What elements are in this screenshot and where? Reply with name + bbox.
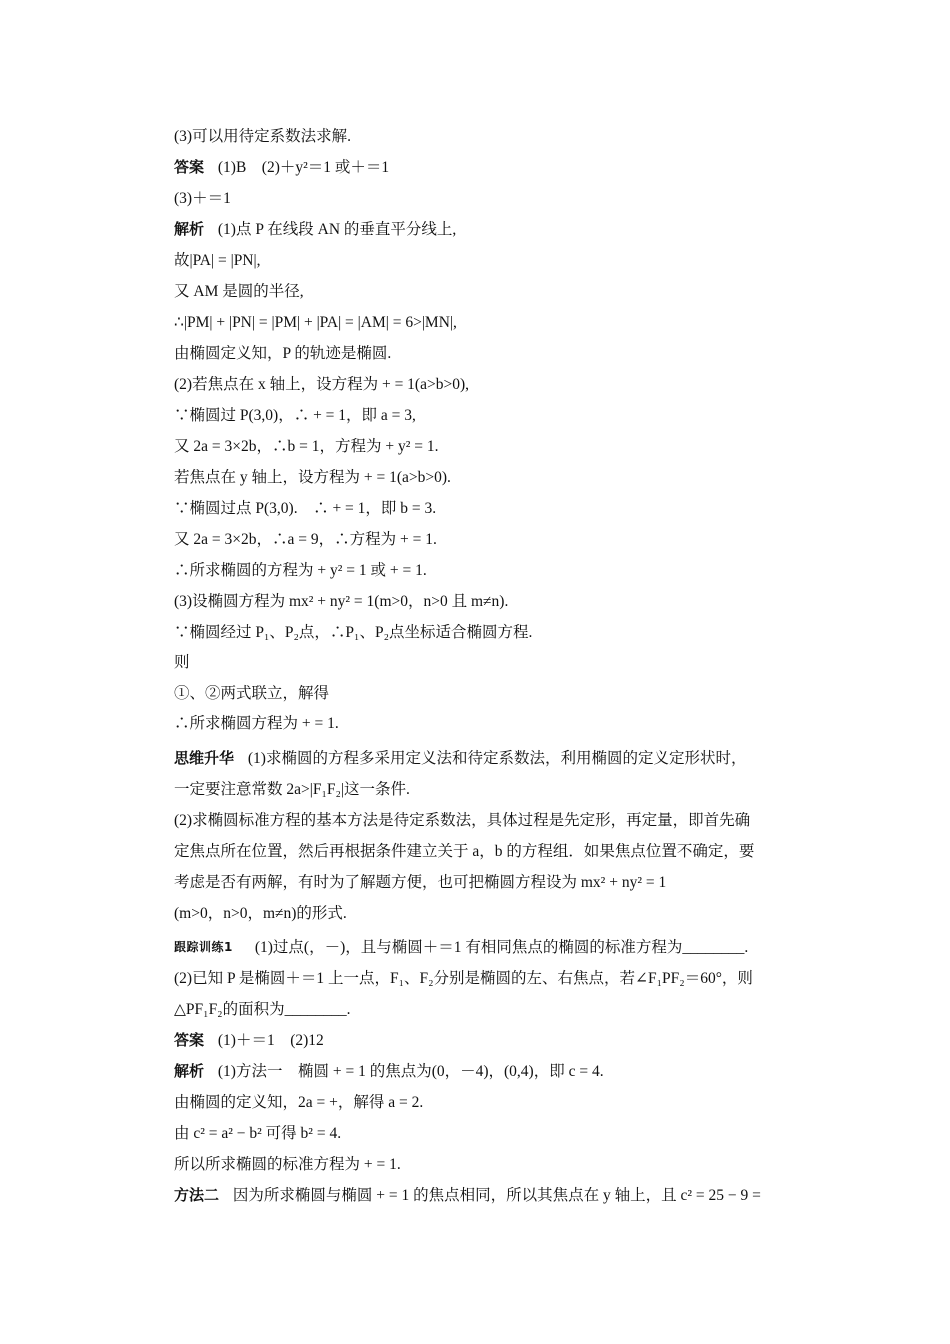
line-text: (1)＋＝1 (2)12 (214, 1031, 324, 1049)
answer-line (174, 152, 810, 183)
text-line: ∴|PM| + |PN| = |PM| + |PA| = |AM| = 6>|MN|, (174, 314, 457, 331)
text-line: ∵椭圆过点 P(3,0). ∴ + = 1，即 b = 3. (174, 500, 437, 517)
line-text: 因为所求椭圆与椭圆 + = 1 的焦点相同，所以其焦点在 y 轴上，且 c² = 25 − 9 = (229, 1186, 761, 1204)
summary-label: 思维升华 (174, 748, 235, 767)
practice-tag: 跟踪训练1 (174, 939, 233, 954)
text-line: 由椭圆的定义知，2a = +，解得 a = 2. (174, 1093, 424, 1111)
text-line: 则 (174, 654, 190, 671)
text-line: (2)已知 P 是椭圆＋＝1 上一点，F₁、F₂分别是椭圆的左、右焦点，若∠F₁PF₂＝60°，则 (174, 969, 753, 987)
text-line: ①、②两式联立，解得 (174, 684, 330, 702)
summary-line (174, 743, 810, 774)
practice-line (174, 932, 810, 963)
text-line: (3)＋＝1 (174, 190, 231, 207)
text-line: ∵椭圆过 P(3,0)，∴ + = 1，即 a = 3, (174, 407, 416, 424)
line-text: (1)点 P 在线段 AN 的垂直平分线上, (214, 221, 457, 238)
text-line: 考虑是否有两解，有时为了解题方便，也可把椭圆方程设为 mx² + ny² = 1 (174, 873, 667, 891)
text-line: 又 2a = 3×2b，∴b = 1，方程为 + y² = 1. (174, 438, 439, 455)
text-line: (m>0，n>0，m≠n)的形式. (174, 904, 347, 922)
analysis-label: 解析 (174, 220, 205, 238)
text-line: ∴所求椭圆方程为 + = 1. (174, 715, 339, 732)
text-line: 定焦点所在位置，然后再根据条件建立关于 a，b 的方程组．如果焦点位置不确定，要 (174, 842, 755, 860)
text-line: 若焦点在 y 轴上，设方程为 + = 1(a>b>0). (174, 469, 451, 486)
line-text: (1)过点(，－)，且与椭圆＋＝1 有相同焦点的椭圆的标准方程为________. (254, 938, 749, 956)
analysis-line (174, 1056, 810, 1087)
text-line: ∴所求椭圆的方程为 + y² = 1 或 + = 1. (174, 562, 427, 579)
text-line: 故|PA| = |PN|, (174, 252, 261, 269)
text-line: 又 2a = 3×2b，∴a = 9，∴方程为 + = 1. (174, 531, 437, 548)
line-text: (1)方法一 椭圆 + = 1 的焦点为(0，－4)，(0,4)，即 c = 4. (214, 1062, 604, 1080)
text-line: 所以所求椭圆的标准方程为 + = 1. (174, 1155, 401, 1173)
text-line: (3)设椭圆方程为 mx² + ny² = 1(m>0，n>0 且 m≠n). (174, 593, 509, 610)
analysis-label: 解析 (174, 1061, 205, 1080)
text-line: (3)可以用待定系数法求解. (174, 128, 351, 145)
text-line: (2)若焦点在 x 轴上，设方程为 + = 1(a>b>0), (174, 376, 469, 393)
text-line: △PF₁F₂的面积为________. (174, 1000, 351, 1018)
analysis-line (174, 214, 810, 245)
line-text: (1)B (2)＋y²＝1 或＋＝1 (214, 159, 390, 176)
text-line: (2)求椭圆标准方程的基本方法是待定系数法，具体过程是先定形，再定量，即首先确 (174, 811, 751, 829)
text-line: 由 c² = a² − b² 可得 b² = 4. (174, 1124, 342, 1142)
answer-line (174, 1025, 810, 1056)
text-line: 由椭圆定义知，P 的轨迹是椭圆. (174, 345, 392, 362)
answer-label: 答案 (174, 158, 205, 176)
text-line: ∵椭圆经过 P₁、P₂点，∴P₁、P₂点坐标适合椭圆方程. (174, 624, 533, 641)
method-label: 方法二 (174, 1185, 220, 1204)
answer-label: 答案 (174, 1030, 205, 1049)
text-line: 一定要注意常数 2a>|F₁F₂|这一条件. (174, 780, 410, 798)
text-line: 又 AM 是圆的半径, (174, 283, 304, 300)
line-text: (1)求椭圆的方程多采用定义法和待定系数法，利用椭圆的定义定形状时， (244, 749, 747, 767)
document-body (174, 121, 810, 1211)
method-line (174, 1180, 810, 1211)
